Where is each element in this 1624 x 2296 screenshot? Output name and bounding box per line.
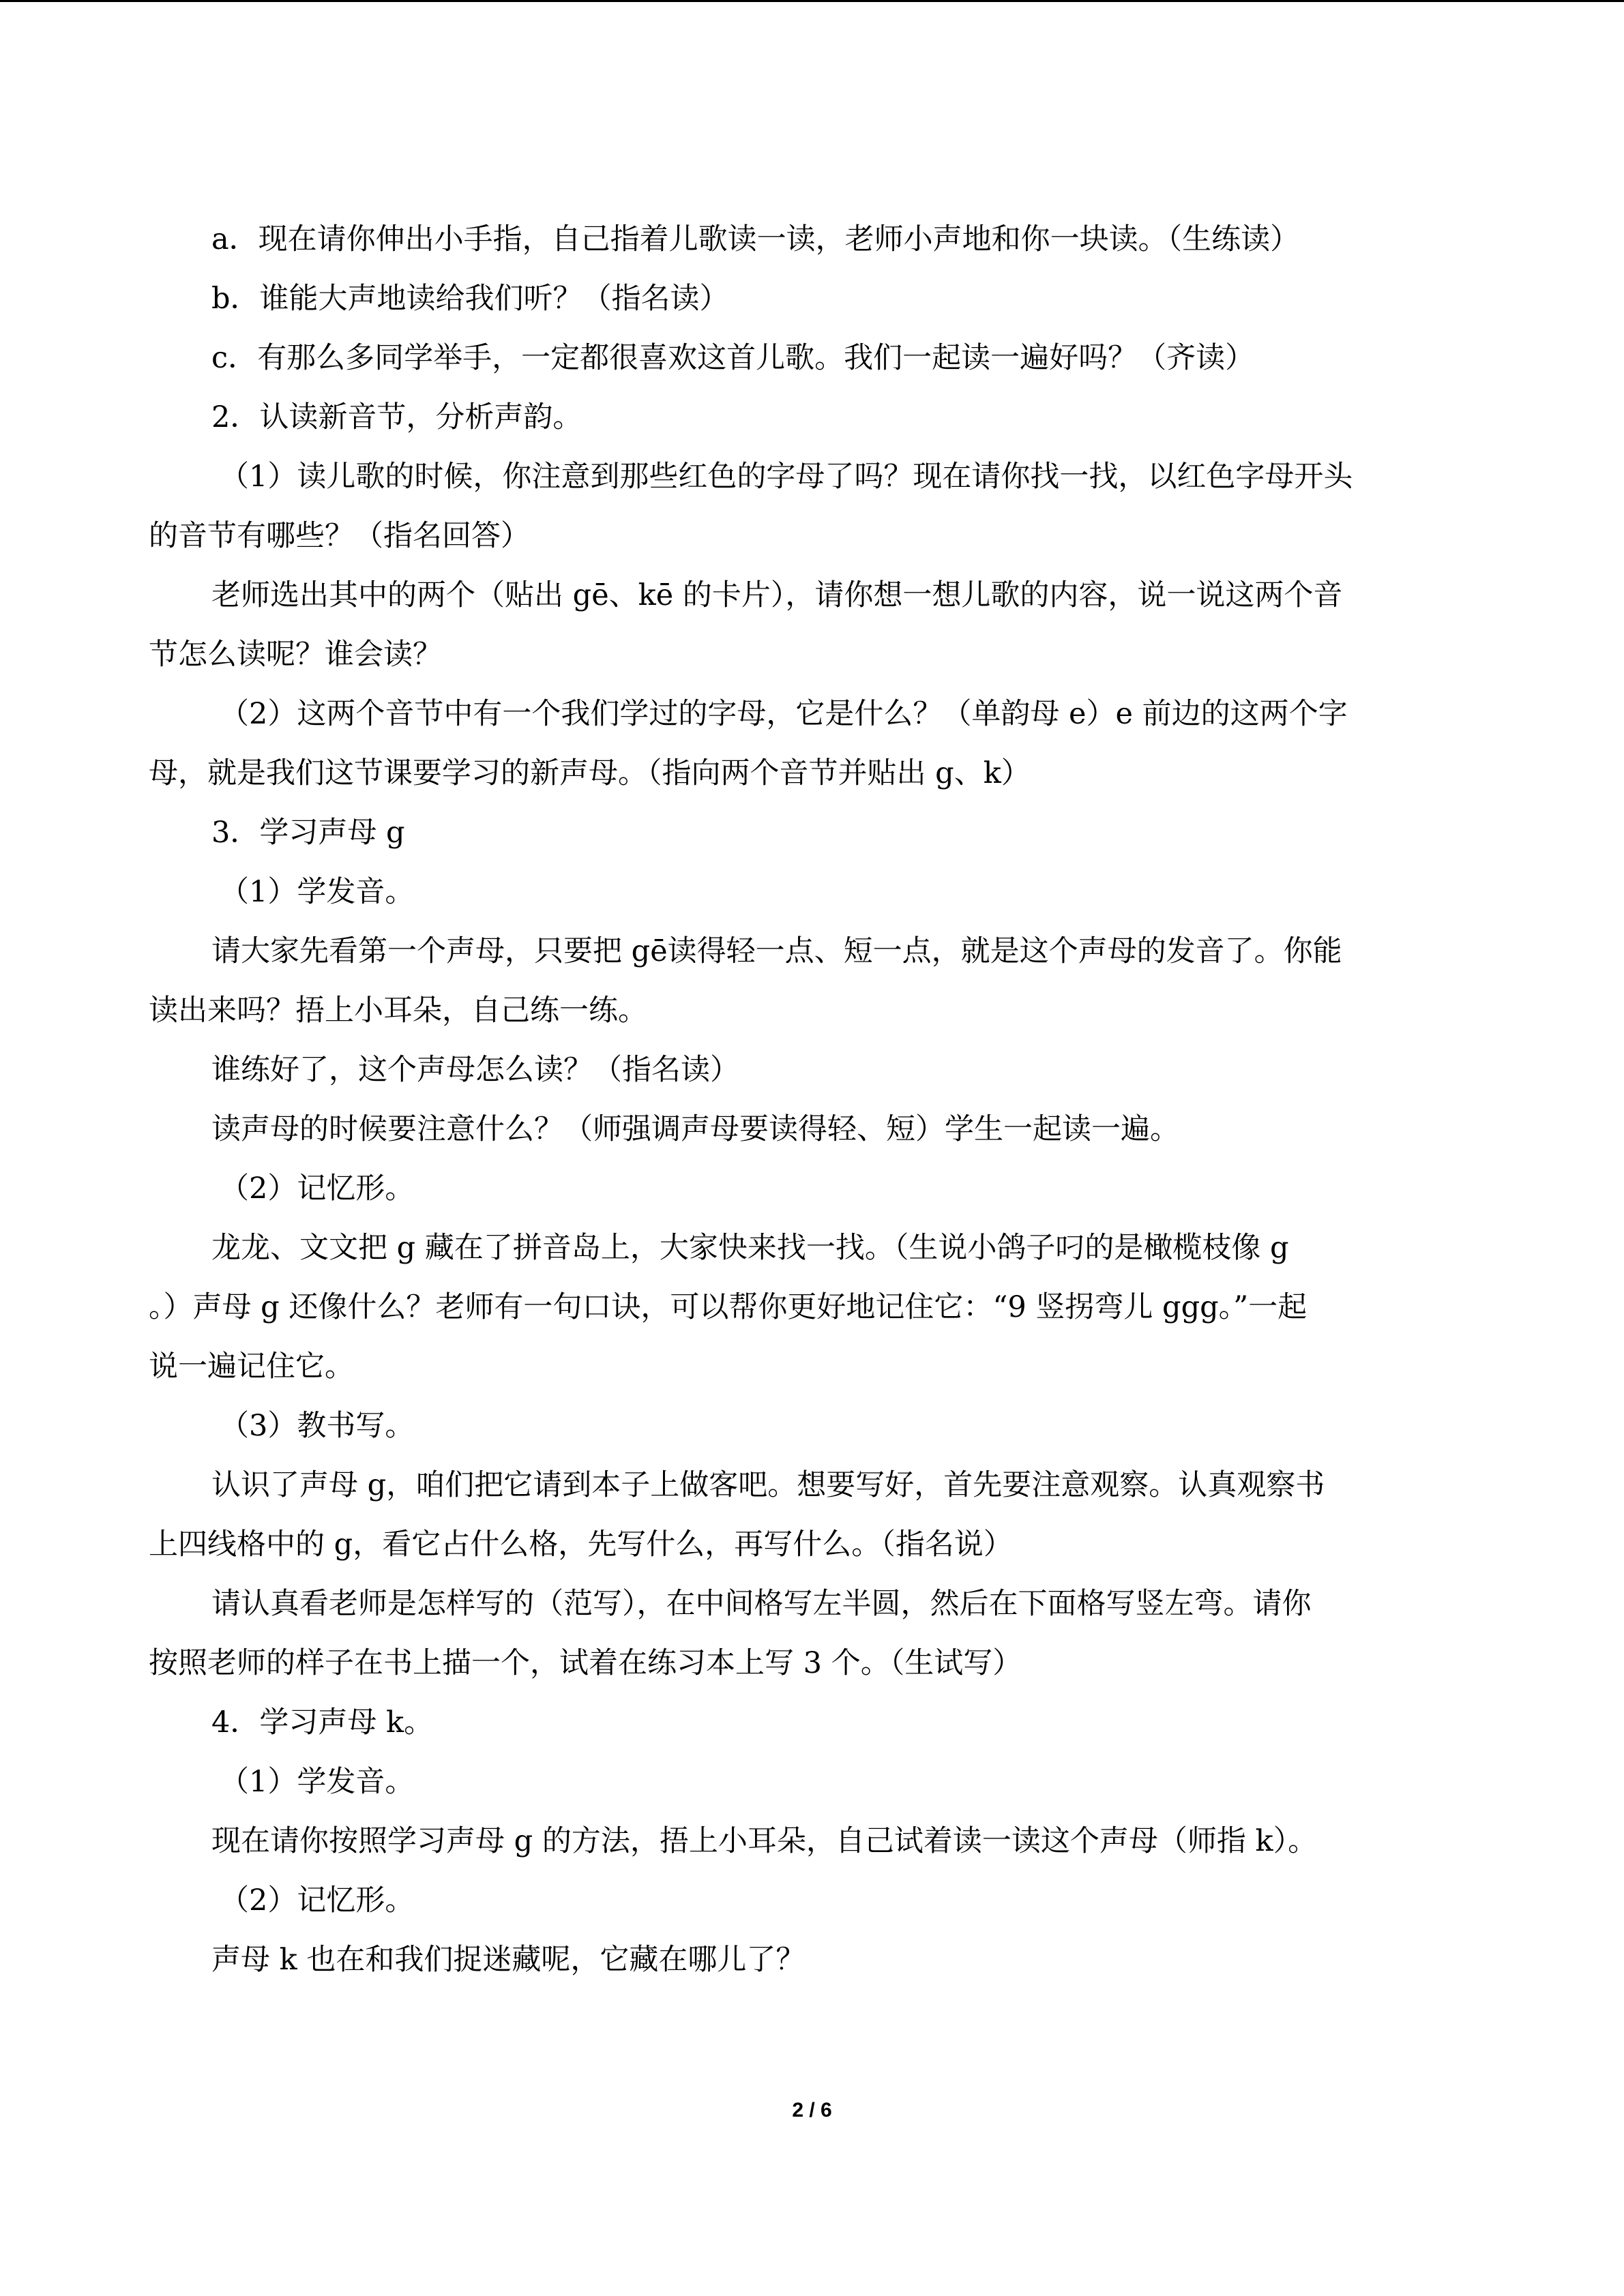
paragraph-line: 。）声母 g 还像什么？老师有一句口诀，可以帮你更好地记住它：“9 竖拐弯儿 ggg。”一起 xyxy=(149,1290,1308,1324)
top-border-line xyxy=(0,0,1624,2)
paragraph-line: 老师选出其中的两个（贴出 gē、kē 的卡片），请你想一想儿歌的内容，说一说这两个音 xyxy=(211,578,1343,612)
paragraph-line: 现在请你按照学习声母 g 的方法，捂上小耳朵，自己试着读一读这个声母（师指 k）。 xyxy=(211,1824,1318,1858)
paragraph-line: 上四线格中的 g，看它占什么格，先写什么，再写什么。（指名说） xyxy=(149,1527,1013,1562)
subsection-heading: （1）学发音。 xyxy=(220,875,415,909)
subsection-heading: （2）记忆形。 xyxy=(220,1883,415,1918)
paragraph-line: 说一遍记住它。 xyxy=(149,1350,354,1384)
paragraph-line: 请认真看老师是怎样写的（范写），在中间格写左半圆，然后在下面格写竖左弯。请你 xyxy=(211,1587,1312,1621)
document-body xyxy=(149,210,1475,1990)
paragraph-line: 请大家先看第一个声母，只要把 gē读得轻一点、短一点，就是这个声母的发音了。你能 xyxy=(211,934,1342,968)
paragraph-line: 的音节有哪些？（指名回答） xyxy=(149,519,530,553)
subsection-heading: （2）记忆形。 xyxy=(220,1172,415,1206)
page-number: 2 / 6 xyxy=(792,2099,832,2121)
section-heading: 4．学习声母 k。 xyxy=(211,1705,434,1740)
section-heading: 2．认读新音节，分析声韵。 xyxy=(211,400,582,434)
paragraph-line: 读声母的时候要注意什么？（师强调声母要读得轻、短）学生一起读一遍。 xyxy=(211,1112,1179,1146)
paragraph-line: 声母 k 也在和我们捉迷藏呢，它藏在哪儿了？ xyxy=(211,1943,806,1977)
paragraph-line: 龙龙、文文把 g 藏在了拼音岛上，大家快来找一找。（生说小鸽子叼的是橄榄枝像 g xyxy=(211,1231,1289,1265)
subsection-heading: （1）学发音。 xyxy=(220,1765,415,1799)
subsection-heading: （3）教书写。 xyxy=(220,1409,415,1443)
paragraph-line: 按照老师的样子在书上描一个，试着在练习本上写 3 个。（生试写） xyxy=(149,1646,1022,1680)
paragraph-line: b．谁能大声地读给我们听？（指名读） xyxy=(211,282,729,316)
paragraph-line: （1）读儿歌的时候，你注意到那些红色的字母了吗？现在请你找一找，以红色字母开头 xyxy=(220,460,1353,494)
paragraph-line: 读出来吗？捂上小耳朵，自己练一练。 xyxy=(149,994,647,1028)
paragraph-line: a．现在请你伸出小手指，自己指着儿歌读一读，老师小声地和你一块读。（生练读） xyxy=(211,222,1300,256)
paragraph-line: 谁练好了，这个声母怎么读？（指名读） xyxy=(211,1053,739,1087)
paragraph-line: c．有那么多同学举手，一定都很喜欢这首儿歌。我们一起读一遍好吗？（齐读） xyxy=(211,341,1255,375)
paragraph-line: 母，就是我们这节课要学习的新声母。（指向两个音节并贴出 g、k） xyxy=(149,756,1031,790)
paragraph-line: 认识了声母 g，咱们把它请到本子上做客吧。想要写好，首先要注意观察。认真观察书 xyxy=(211,1468,1325,1502)
section-heading: 3．学习声母 g xyxy=(211,816,405,850)
paragraph-line: 节怎么读呢？谁会读？ xyxy=(149,638,442,672)
paragraph-line: （2）这两个音节中有一个我们学过的字母，它是什么？（单韵母 e）e 前边的这两个字 xyxy=(220,697,1348,731)
